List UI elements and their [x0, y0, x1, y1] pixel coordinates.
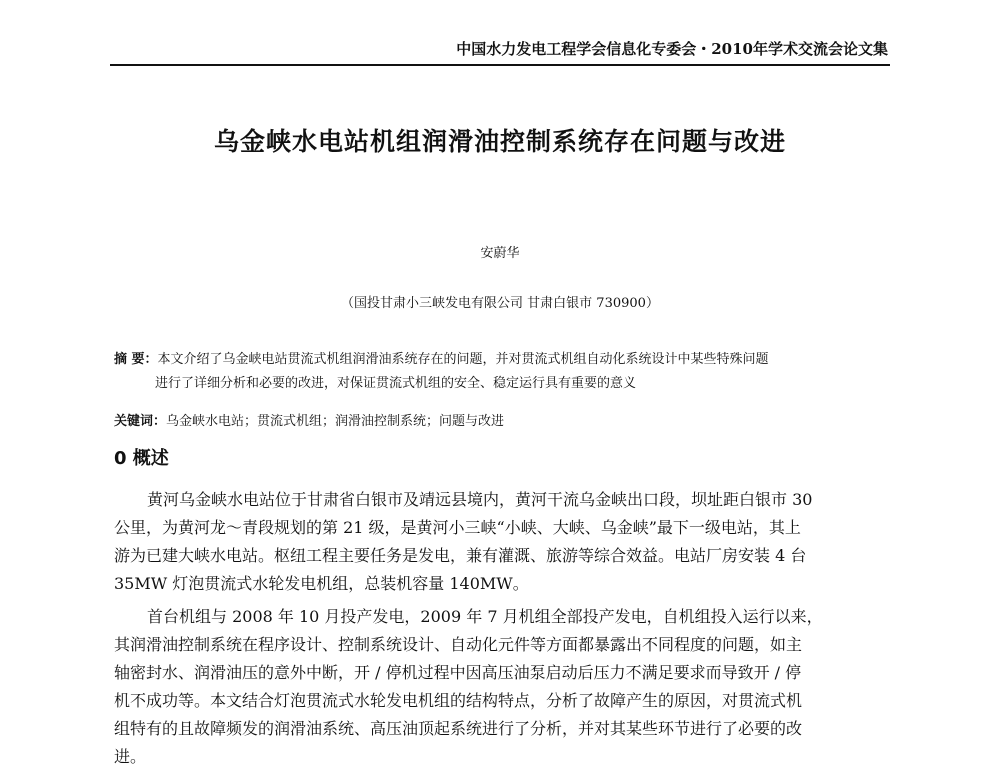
abstract [114, 348, 890, 396]
section-heading: 0 概述 [114, 448, 169, 469]
paragraph-1-line-1: 黄河乌金峡水电站位于甘肃省白银市及靖远县境内，黄河干流乌金峡出口段，坝址距白银市 30 [147, 490, 813, 509]
paragraph-2-line-1: 首台机组与 2008 年 10 月投产发电，2009 年 7 月机组全部投产发电，自机组投入运行以来， [147, 607, 823, 626]
header-rule [110, 64, 890, 66]
paragraph-1-line-4: 35MW 灯泡贯流式水轮发电机组，总装机容量 140MW。 [114, 574, 529, 593]
paragraph-2-line-3: 轴密封水、润滑油压的意外中断，开 / 停机过程中因高压油泵启动后压力不满足要求而导致开 / 停 [114, 663, 802, 682]
paragraph-1-line-2: 公里，为黄河龙～青段规划的第 21 级，是黄河小三峡“小峡、大峡、乌金峡”最下一级电站，其上 [114, 518, 801, 537]
paragraph-2-line-2: 其润滑油控制系统在程序设计、控制系统设计、自动化元件等方面都暴露出不同程度的问题，如主 [114, 635, 803, 654]
paragraph-2-line-6: 进。 [114, 747, 147, 766]
author-affiliation: （国投甘肃小三峡发电有限公司 甘肃白银市 730900） [341, 296, 659, 311]
running-header: 中国水力发电工程学会信息化专委会・2010年学术交流会论文集 [456, 40, 888, 58]
keywords-label: 关键词： [114, 414, 167, 429]
paragraph-2-line-4: 机不成功等。本文结合灯泡贯流式水轮发电机组的结构特点，分析了故障产生的原因，对贯流式机 [114, 691, 803, 710]
article-title: 乌金峡水电站机组润滑油控制系统存在问题与改进 [213, 127, 786, 156]
abstract-text-1: 本文介绍了乌金峡电站贯流式机组润滑油系统存在的问题，并对贯流式机组自动化系统设计中某些特殊问题 [157, 352, 769, 367]
paragraph-1-line-3: 游为已建大峡水电站。枢纽工程主要任务是发电，兼有灌溉、旅游等综合效益。电站厂房安装 4 台 [114, 546, 807, 565]
keywords [114, 410, 890, 429]
abstract-line-1 [114, 348, 890, 372]
keywords-text: 乌金峡水电站；贯流式机组；润滑油控制系统；问题与改进 [166, 414, 505, 429]
body-paragraph-2 [114, 603, 890, 771]
body-paragraph-1 [114, 486, 890, 598]
author-name: 安蔚华 [480, 246, 520, 261]
abstract-line-2: 进行了详细分析和必要的改进，对保证贯流式机组的安全、稳定运行具有重要的意义 [155, 376, 637, 391]
paragraph-2-line-5: 组特有的且故障频发的润滑油系统、高压油顶起系统进行了分析，并对其某些环节进行了必要的改 [114, 719, 803, 738]
abstract-label: 摘 要： [114, 352, 158, 367]
